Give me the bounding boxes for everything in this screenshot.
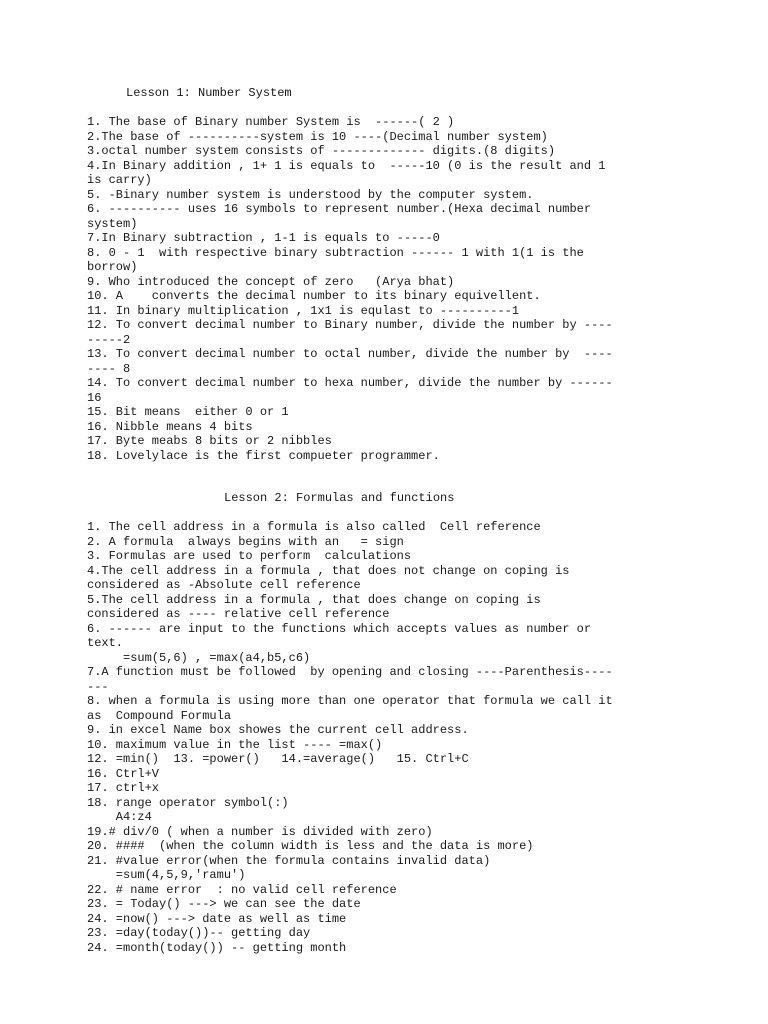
lesson2-line: 20. #### (when the column width is less and the data is more) bbox=[87, 839, 534, 853]
lesson1-line: 10. A converts the decimal number to its binary equivellent. bbox=[87, 289, 541, 303]
lesson2-line: 8. when a formula is using more than one operator that formula we call it bbox=[87, 694, 613, 708]
lesson1-line: 11. In binary multiplication , 1x1 is equlast to ----------1 bbox=[87, 303, 520, 318]
lesson2-title: Lesson 2: Formulas and functions bbox=[224, 491, 455, 505]
lesson1-line: borrow) bbox=[87, 260, 138, 274]
lesson2-line: A4:z4 bbox=[87, 810, 152, 824]
lesson2-line: 23. =day(today())-- getting day bbox=[87, 926, 311, 940]
lesson1-line: 16 bbox=[87, 390, 102, 405]
lesson1-line: is carry) bbox=[87, 173, 152, 187]
lesson1-line: 13. To convert decimal number to octal number, divide the number by ---- bbox=[87, 347, 613, 361]
lesson1-line: 7.In Binary subtraction , 1-1 is equals to -----0 bbox=[87, 231, 440, 245]
lesson2-line: 12. =min() 13. =power() 14.=average() 15. Ctrl+C bbox=[87, 752, 469, 766]
lesson1-line: 9. Who introduced the concept of zero (Arya bhat) bbox=[87, 274, 455, 289]
lesson1-line: 16. Nibble means 4 bits bbox=[87, 419, 253, 434]
lesson1-line: system) bbox=[87, 216, 138, 231]
lesson2-questions bbox=[87, 520, 687, 955]
lesson2-line: considered as -Absolute cell reference bbox=[87, 578, 361, 592]
lesson2-line: 9. in excel Name box showes the current cell address. bbox=[87, 723, 469, 737]
lesson2-line: 6. ------ are input to the functions which accepts values as number or bbox=[87, 621, 592, 636]
lesson1-line: 14. To convert decimal number to hexa number, divide the number by ------ bbox=[87, 376, 613, 390]
lesson1-line: 3.octal number system consists of ------------- digits.(8 digits) bbox=[87, 144, 556, 158]
lesson1-line: 6. ---------- uses 16 symbols to represent number.(Hexa decimal number bbox=[87, 202, 592, 216]
lesson2-line: considered as ---- relative cell reference bbox=[87, 607, 390, 621]
lesson2-line: 16. Ctrl+V bbox=[87, 766, 160, 781]
lesson1-line: 12. To convert decimal number to Binary number, divide the number by ---- bbox=[87, 318, 613, 332]
lesson2-line: 10. maximum value in the list ---- =max() bbox=[87, 737, 383, 752]
lesson2-line: =sum(5,6) , =max(a4,b5,c6) bbox=[87, 650, 311, 665]
lesson2-line: 24. =now() ---> date as well as time bbox=[87, 911, 347, 926]
lesson2-line: as Compound Formula bbox=[87, 708, 232, 723]
lesson2-line: text. bbox=[87, 636, 124, 650]
lesson2-line: 17. ctrl+x bbox=[87, 781, 160, 795]
lesson1-line: 17. Byte meabs 8 bits or 2 nibbles bbox=[87, 434, 332, 448]
lesson2-line: 5.The cell address in a formula , that does change on coping is bbox=[87, 592, 541, 607]
lesson2-line: 7.A function must be followed by opening and closing ----Parenthesis---- bbox=[87, 665, 613, 679]
lesson2-line: 19.# div/0 ( when a number is divided with zero) bbox=[87, 824, 433, 839]
lesson2-line: =sum(4,5,9,'ramu') bbox=[87, 868, 246, 882]
lesson2-line: 3. Formulas are used to perform calculations bbox=[87, 549, 412, 563]
lesson2-line: --- bbox=[87, 679, 109, 694]
lesson2-line: 22. # name error : no valid cell reference bbox=[87, 882, 397, 897]
lesson2-line: 4.The cell address in a formula , that does not change on coping is bbox=[87, 563, 570, 578]
lesson2-line: 18. range operator symbol(:) bbox=[87, 795, 289, 810]
lesson1-line: 18. Lovelylace is the first compueter programmer. bbox=[87, 448, 440, 463]
lesson1-line: 2.The base of ----------system is 10 ----(Decimal number system) bbox=[87, 129, 548, 144]
lesson1-line: 4.In Binary addition , 1+ 1 is equals to -----10 (0 is the result and 1 bbox=[87, 158, 606, 173]
lesson1-line: 8. 0 - 1 with respective binary subtraction ------ 1 with 1(1 is the bbox=[87, 245, 584, 260]
lesson2-line: 1. The cell address in a formula is also called Cell reference bbox=[87, 520, 541, 534]
lesson1-title: Lesson 1: Number System bbox=[126, 86, 292, 100]
lesson1-line: 5. -Binary number system is understood by the computer system. bbox=[87, 187, 534, 202]
lesson1-line: 1. The base of Binary number System is ------( 2 ) bbox=[87, 115, 455, 129]
lesson2-line: 24. =month(today()) -- getting month bbox=[87, 940, 347, 955]
lesson1-line: ---- 8 bbox=[87, 361, 131, 376]
lesson2-line: 21. #value error(when the formula contains invalid data) bbox=[87, 853, 491, 868]
lesson1-line: 15. Bit means either 0 or 1 bbox=[87, 405, 289, 419]
lesson1-line: -----2 bbox=[87, 332, 131, 347]
lesson2-line: 2. A formula always begins with an = sign bbox=[87, 534, 404, 549]
lesson2-line: 23. = Today() ---> we can see the date bbox=[87, 897, 361, 911]
lesson1-questions bbox=[87, 115, 687, 463]
